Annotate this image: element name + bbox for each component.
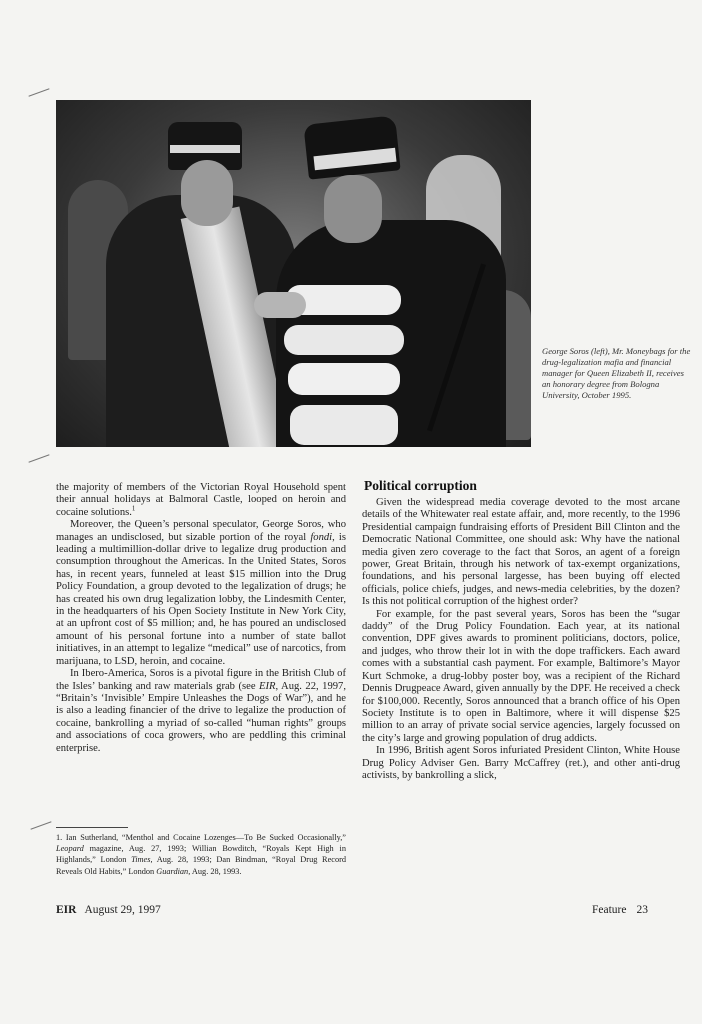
- left-column: [56, 482, 346, 755]
- paragraph: For example, for the past several years, Soros has been the “sugar daddy” of the Drug Policy Foundation. Each year, at its national convention, DPF gives awards to prominent politicians, doctors, police, and judges, who throw their lot in with the dope traffickers. Each award comes with a substantial cash payment. For example, Baltimore’s Mayor Kurt Schmoke, a drug-lobby poster boy, was a recipient of the Richard Dennis Drugpeace Award, given annually by the DPF. He received a check for $100,000. Recently, Soros announced that a branch office of his Open Society Institute is to open in Baltimore, where it will dispense $25 million to an array of private social service agencies, largely focussed on the city’s large and growing population of drug addicts.: [362, 608, 680, 744]
- footnote-marker: 1: [131, 504, 136, 513]
- paragraph: In 1996, British agent Soros infuriated President Clinton, White House Drug Policy Adviser Gen. Barry McCaffrey (ret.), and other anti-drug activists, by bankrolling a slick,: [362, 745, 680, 781]
- page-mark: [30, 821, 51, 829]
- left-figure-cap-band: [170, 145, 240, 153]
- paragraph: Given the widespread media coverage devoted to the most arcane details of the Whitewater real estate affair, and, more recently, to the 1996 Presidential campaign fundraising efforts of President Bill Clinton and the Democratic National Committee, one should ask: Why have the national media given zero coverage to the fact that Soros, an agent of a foreign power, Great Britain, through his network of tax-exempt organizations, foundations, and his personal largesse, has been buying off elected officials, police chiefs, judges, and news-media celebrities, by the dozen? Is this not political corruption of the highest order?: [362, 497, 680, 608]
- paragraph: Moreover, the Queen’s personal speculator, George Soros, who manages an undisclosed, but sizable portion of the royal fondi, is leading a multimillion-dollar drive to legalize drug production and consumption throughout the Americas. In the United States, Soros has, in recent years, funneled at least $15 million into the Drug Policy Foundation, a group devoted to the legalization of drugs; he has created his own drug legalization lobby, the Lindesmith Center, in the headquarters of his Open Society Institute in New York City, at an upfront cost of $5 million; and, he has poured an undisclosed amount of his personal fortune into a number of state ballot initiatives, in an attempt to legalize “medical” use of narcotics, from marijuana, to LSD, heroin, and cocaine.: [56, 519, 346, 667]
- right-figure-cap: [303, 115, 400, 179]
- handshake: [254, 292, 306, 318]
- section-heading: Political corruption: [364, 478, 477, 493]
- page-mark: [28, 88, 49, 96]
- footer-right: [592, 904, 648, 916]
- page-number: 23: [636, 904, 648, 916]
- right-figure-head: [324, 175, 382, 243]
- left-figure-head: [181, 160, 233, 226]
- footnote: 1. Ian Sutherland, “Menthol and Cocaine Lozenges—To Be Sucked Occasionally,” Leopard magazine, Aug. 27, 1993; Willian Bowditch, “Royals Kept High in Highlands,” London Times, Aug. 28, 1993; Dan Bindman, “Royal Drug Record Reveals Old Habits,” London Guardian, Aug. 28, 1993.: [56, 833, 347, 876]
- right-column: [362, 497, 680, 782]
- paragraph: the majority of members of the Victorian Royal Household spent their annual holidays at Balmoral Castle, looped on heroin and cocaine solutions.$^1$: [56, 482, 346, 518]
- page-mark: [28, 454, 49, 462]
- fur-trim: [290, 405, 398, 445]
- section-name: Feature: [592, 904, 627, 916]
- ceremony-photo: [56, 100, 531, 447]
- fur-trim: [288, 363, 400, 395]
- magazine-name: EIR: [56, 904, 77, 916]
- footer-left: [56, 904, 161, 916]
- photo-caption: George Soros (left), Mr. Moneybags for the drug-legalization mafia and financial manager for Queen Elizabeth II, receives an honorary degree from Bologna University, October 1995.: [542, 346, 691, 400]
- paragraph: In Ibero-America, Soros is a pivotal figure in the British Club of the Isles’ banking and raw materials grab (see EIR, Aug. 22, 1997, “Britain’s ‘Invisible’ Empire Unleashes the Dogs of War”), and he is also a leading financier of the drive to legalize the production of cocaine, bankrolling a myriad of so-called “human rights” groups and associations of coca growers, who are peddling this criminal enterprise.: [56, 668, 346, 754]
- issue-date: August 29, 1997: [84, 904, 161, 916]
- footnote-rule: [56, 827, 128, 828]
- fur-trim: [284, 325, 404, 355]
